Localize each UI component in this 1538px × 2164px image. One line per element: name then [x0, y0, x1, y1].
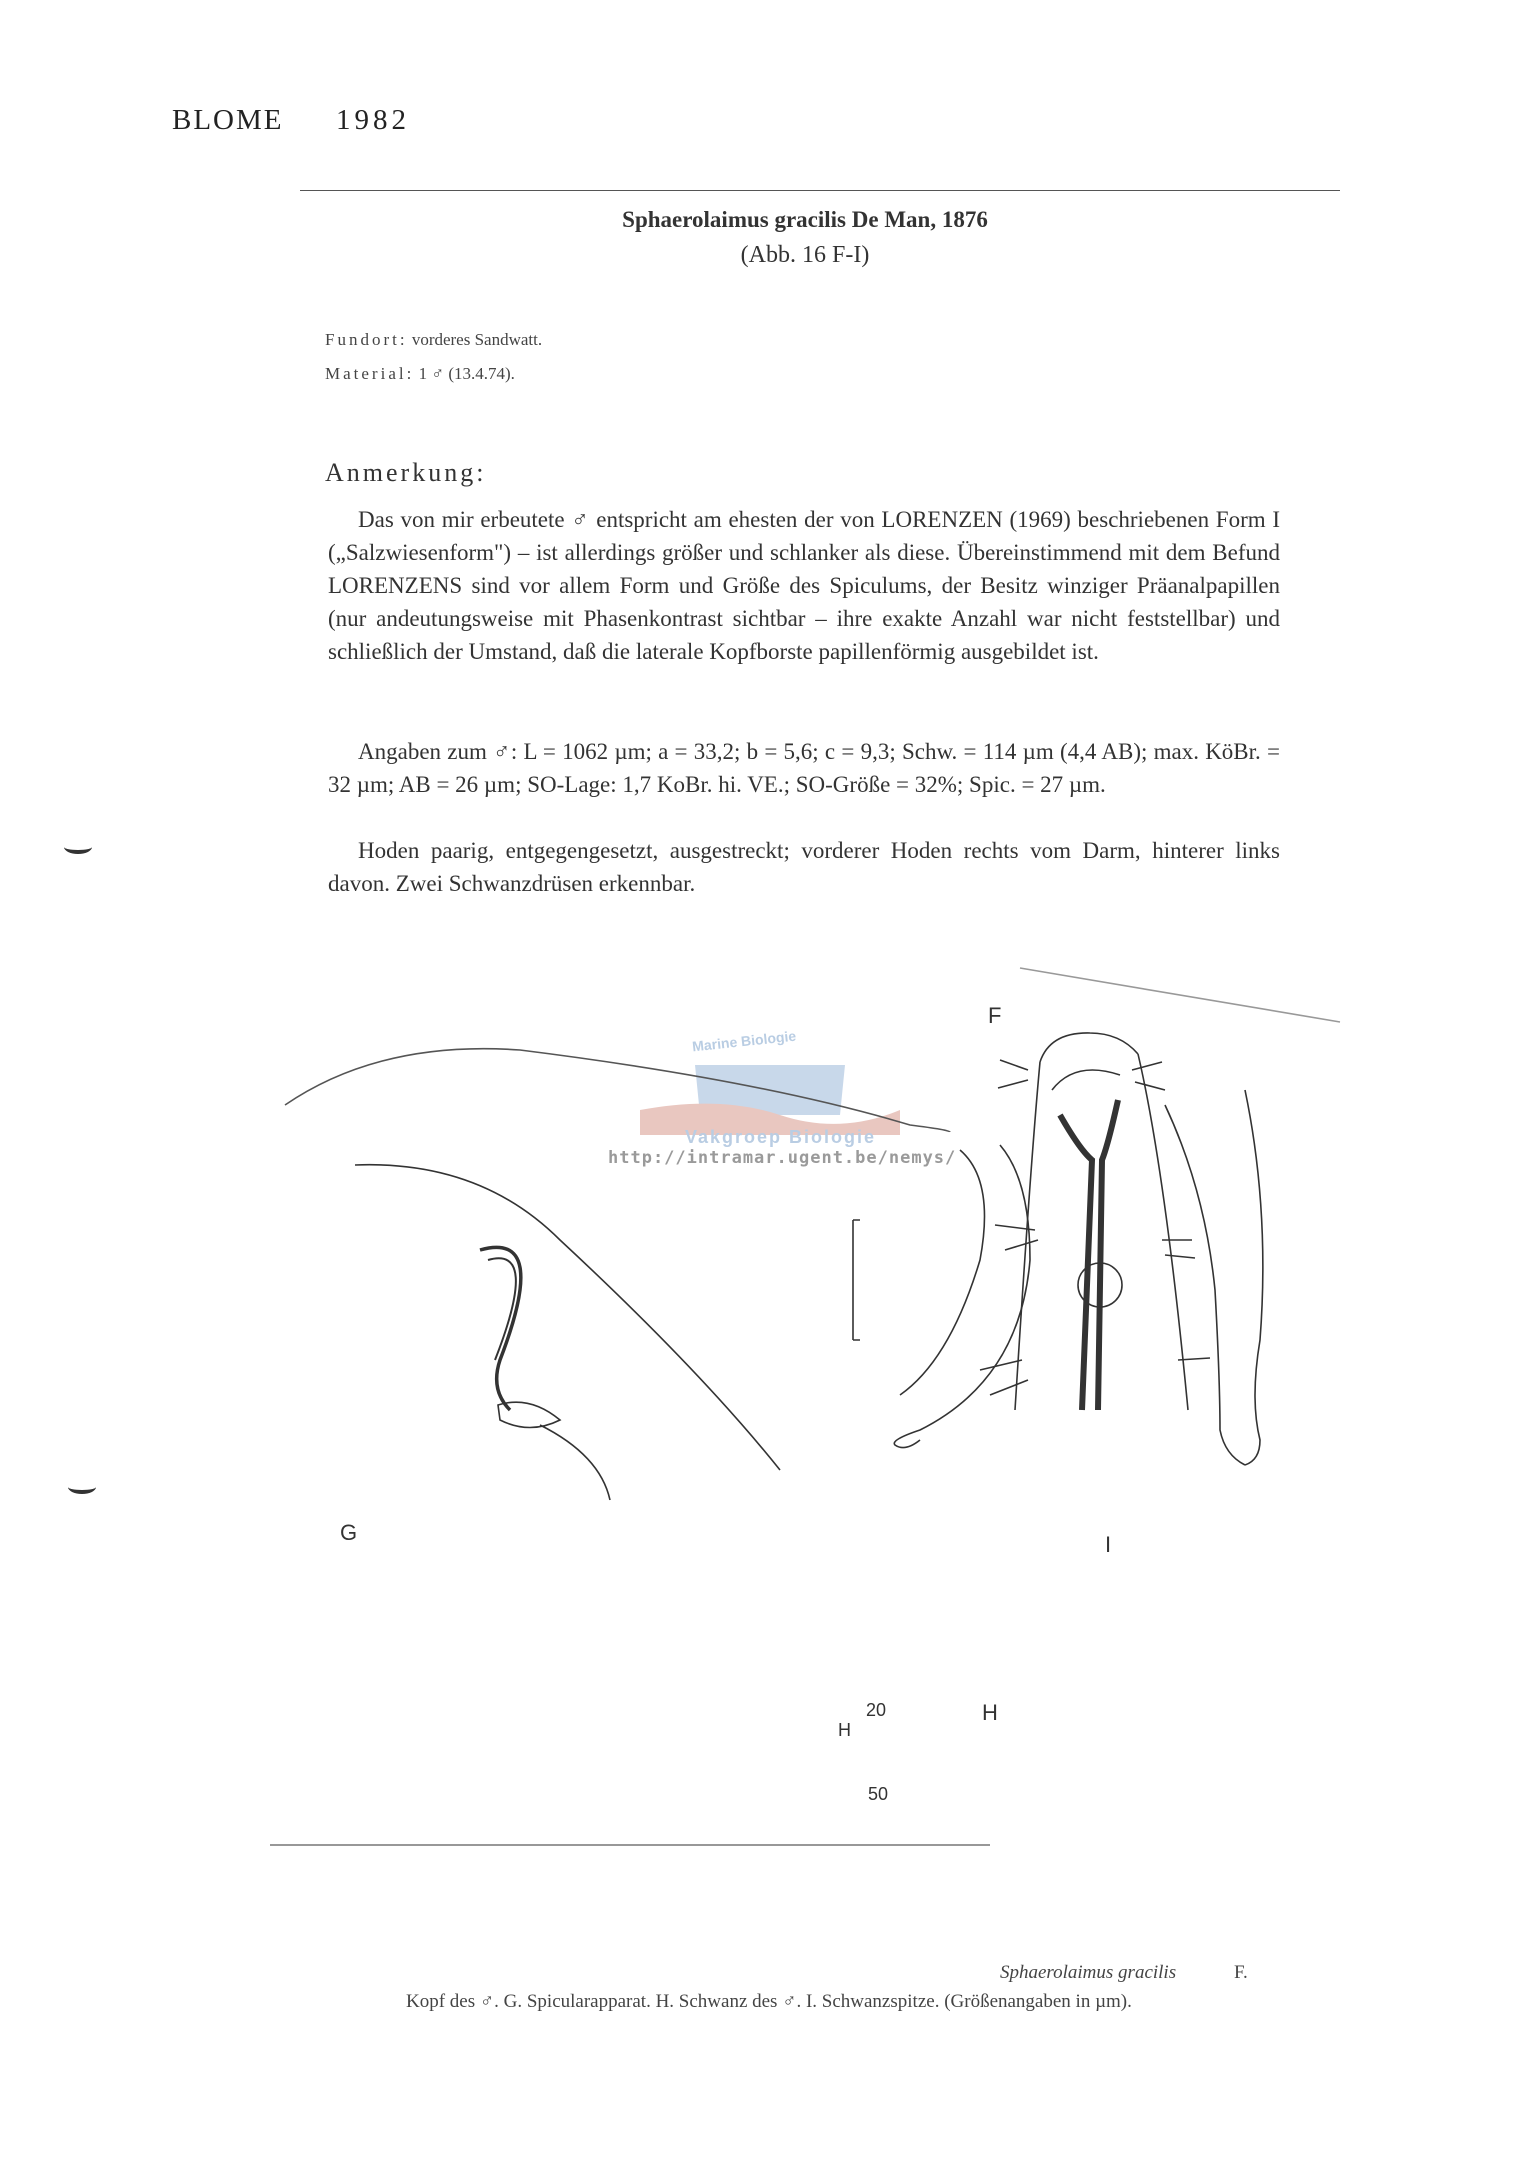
figure-caption: Kopf des ♂. G. Spicularapparat. H. Schwanz des ♂. I. Schwanzspitze. (Größenangaben in µm). [406, 1991, 1132, 2012]
scale-value-50: 50 [868, 1784, 889, 1804]
material-value: 1 ♂ (13.4.74). [418, 364, 515, 383]
material-line [325, 364, 515, 384]
header-author: BLOME [172, 104, 284, 136]
figure-i-tail-tip [1165, 1090, 1263, 1465]
figure-label-h: H [982, 1700, 998, 1725]
scale-label-h: H [838, 1720, 851, 1740]
paragraph-3: Hoden paarig, entgegengesetzt, ausgestreckt; vorderer Hoden rechts vom Darm, hinterer links davon. Zwei Schwanzdrüsen erkennbar. [328, 838, 1280, 896]
punch-mark-lower [68, 1480, 96, 1494]
figure-g-spicular [285, 1049, 950, 1500]
scale-value-20: 20 [866, 1700, 887, 1720]
watermark-top-text: Marine Biologie [691, 1027, 797, 1055]
header-year: 1982 [336, 104, 410, 136]
watermark-bottom-text: Vakgroep Biologie [685, 1127, 877, 1147]
paragraph-2: Angaben zum ♂: L = 1062 µm; a = 33,2; b = 5,6; c = 9,3; Schw. = 114 µm (4,4 AB); max. KöBr. = 32 µm; AB = 26 µm; SO-Lage: 1,7 KoBr. hi. VE.; SO-Größe = 32%; Spic. = 27 µm. [328, 739, 1280, 797]
paragraph-1: Das von mir erbeutete ♂ entspricht am ehesten der von LORENZEN (1969) beschriebenen Form I („Salzwiesenform") – ist allerdings größer und schlanker als diese. Übereinstimmend mit dem Befund LORENZENS sind vor allem Form und Größe des Spiculums, der Besitz winziger Präanalpapillen (nur andeutungsweise mit Phasenkontrast sichtbar – ihre exakte Anzahl war nicht feststellbar) und schließlich der Umstand, daß die laterale Kopfborste papillenförmig ausgebildet ist. [328, 507, 1280, 664]
caption-letter: F. [1234, 1962, 1248, 1983]
top-rule [300, 190, 1340, 191]
fundort-label: Fundort: [325, 330, 408, 349]
watermark-url: http://intramar.ugent.be/nemys/ [608, 1148, 957, 1168]
species-title: Sphaerolaimus gracilis De Man, 1876 [622, 207, 988, 232]
figure-reference: (Abb. 16 F-I) [740, 242, 870, 268]
figure-f-head [980, 968, 1340, 1410]
fundort-line [325, 330, 542, 350]
figure-label-f: F [988, 1003, 1002, 1028]
figure-label-i: I [1105, 1532, 1112, 1557]
section-heading: Anmerkung: [325, 458, 487, 487]
fundort-value: vorderes Sandwatt. [411, 330, 543, 349]
figure-label-g: G [340, 1520, 358, 1545]
figure-drawings [260, 940, 1380, 1860]
material-label: Material: [325, 364, 415, 383]
scale-bar [853, 1220, 860, 1340]
punch-mark-upper [64, 840, 92, 854]
figure-h-tail [894, 1145, 1030, 1448]
caption-species: Sphaerolaimus gracilis [1000, 1962, 1177, 1983]
